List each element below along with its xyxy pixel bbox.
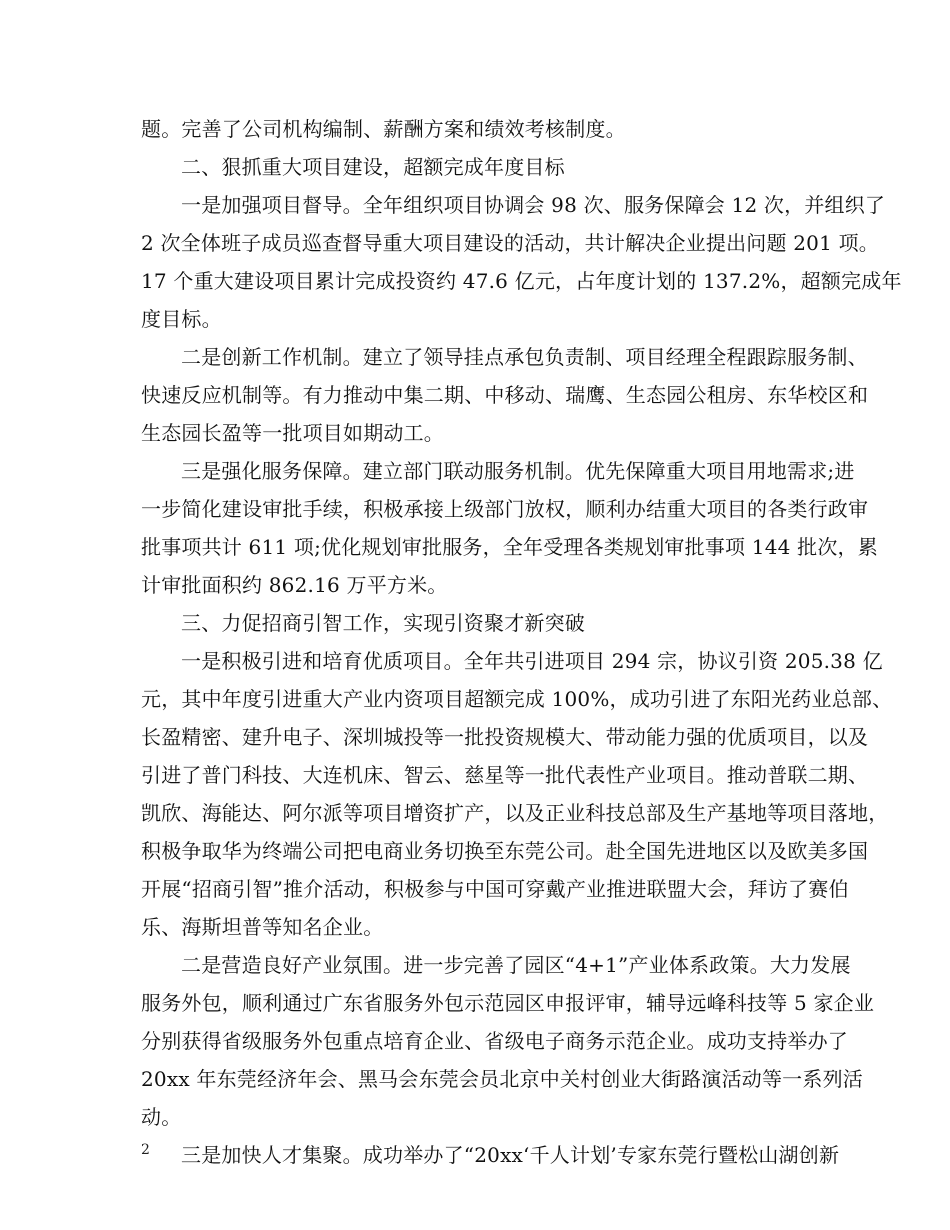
paragraph-line: 服务外包，顺利通过广东省服务外包示范园区申报评审，辅导远峰科技等 5 家企业 xyxy=(141,991,875,1015)
paragraph-line: 二是创新工作机制。建立了领导挂点承包负责制、项目经理全程跟踪服务制、 xyxy=(181,345,868,369)
section-heading: 三、力促招商引智工作，实现引资聚才新突破 xyxy=(181,611,585,635)
paragraph-line: 一是加强项目督导。全年组织项目协调会 98 次、服务保障会 12 次，并组织了 xyxy=(181,193,886,217)
paragraph-line: 生态园长盈等一批项目如期动工。 xyxy=(141,421,444,445)
paragraph-line: 题。完善了公司机构编制、薪酬方案和绩效考核制度。 xyxy=(141,117,626,141)
paragraph-line: 分别获得省级服务外包重点培育企业、省级电子商务示范企业。成功支持举办了 xyxy=(141,1029,848,1053)
paragraph-line: 引进了普门科技、大连机床、智云、慈星等一批代表性产业项目。推动普联二期、 xyxy=(141,763,869,787)
paragraph-line: 一是积极引进和培育优质项目。全年共引进项目 294 宗，协议引资 205.38 亿 xyxy=(181,649,883,673)
paragraph-line: 二是营造良好产业氛围。进一步完善了园区“4+1”产业体系政策。大力发展 xyxy=(181,953,851,977)
paragraph-line: 20xx 年东莞经济年会、黑马会东莞会员北京中关村创业大街路演活动等一系列活 xyxy=(141,1067,863,1091)
paragraph-line: 元，其中年度引进重大产业内资项目超额完成 100%，成功引进了东阳光药业总部、 xyxy=(141,687,893,711)
paragraph-line: 长盈精密、建升电子、深圳城投等一批投资规模大、带动能力强的优质项目，以及 xyxy=(141,725,869,749)
section-heading: 二、狠抓重大项目建设，超额完成年度目标 xyxy=(181,155,565,179)
paragraph-line: 度目标。 xyxy=(141,307,222,331)
paragraph-line: 一步简化建设审批手续，积极承接上级部门放权，顺利办结重大项目的各类行政审 xyxy=(141,497,869,521)
page-number: 2 xyxy=(141,1142,150,1158)
paragraph-line: 动。 xyxy=(141,1105,182,1129)
paragraph-line: 开展“招商引智”推介活动，积极参与中国可穿戴产业推进联盟大会，拜访了赛伯 xyxy=(141,877,849,901)
paragraph-line: 2 次全体班子成员巡查督导重大项目建设的活动，共计解决企业提出问题 201 项。 xyxy=(141,231,879,255)
paragraph-line: 批事项共计 611 项;优化规划审批服务，全年受理各类规划审批事项 144 批次，累 xyxy=(141,535,878,559)
paragraph-line: 17 个重大建设项目累计完成投资约 47.6 亿元，占年度计划的 137.2%，超额完成年 xyxy=(141,269,902,293)
paragraph-line: 计审批面积约 862.16 万平方米。 xyxy=(141,573,448,597)
paragraph-line: 三是加快人才集聚。成功举办了“20xx‘千人计划’专家东莞行暨松山湖创新 xyxy=(181,1143,840,1167)
paragraph-line: 凯欣、海能达、阿尔派等项目增资扩产，以及正业科技总部及生产基地等项目落地， xyxy=(141,801,889,825)
paragraph-line: 乐、海斯坦普等知名企业。 xyxy=(141,915,384,939)
paragraph-line: 快速反应机制等。有力推动中集二期、中移动、瑞鹰、生态园公租房、东华校区和 xyxy=(141,383,869,407)
paragraph-line: 三是强化服务保障。建立部门联动服务机制。优先保障重大项目用地需求;进 xyxy=(181,459,855,483)
paragraph-line: 积极争取华为终端公司把电商业务切换至东莞公司。赴全国先进地区以及欧美多国 xyxy=(141,839,869,863)
